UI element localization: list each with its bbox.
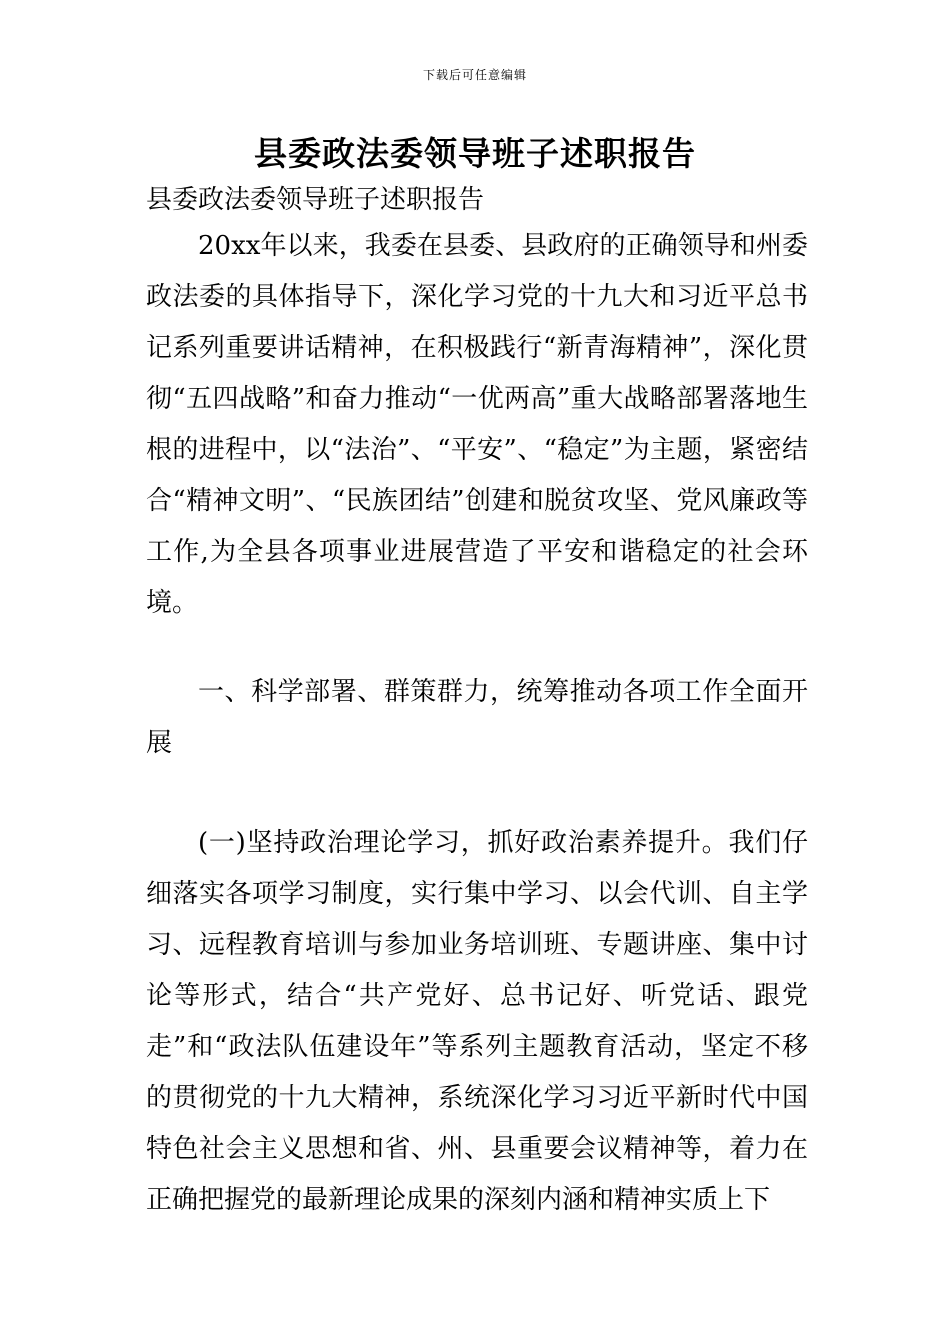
document-subtitle	[146, 177, 808, 223]
intro-text: 20xx年以来，我委在县委、县政府的正确领导和州委政法委的具体指导下，深化学习党的十九大和习近平总书记系列重要讲话精神，在积极践行“新青海精神”，深化贯彻“五四战略”和奋力推动“一优两高”重大战略部署落地生根的进程中，以“法治”、“平安”、“稳定”为主题，紧密结合“精神文明”、“民族团结”创建和脱贫攻坚、党风廉政等工作,为全县各项事业进展营造了平安和谐稳定的社会环境。	[146, 231, 808, 618]
section-heading-1	[146, 667, 808, 769]
subtitle-text: 县委政法委领导班子述职报告	[146, 185, 485, 215]
section-1-item-1-paragraph	[146, 818, 808, 1226]
document-title: 县委政法委领导班子述职报告	[254, 134, 696, 173]
section-1-item-1-text: (一)坚持政治理论学习，抓好政治素养提升。我们仔细落实各项学习制度，实行集中学习、以会代训、自主学习、远程教育培训与参加业务培训班、专题讲座、集中讨论等形式，结合“共产党好、总书记好、听党话、跟党走”和“政法队伍建设年”等系列主题教育活动，坚定不移的贯彻党的十九大精神，系统深化学习习近平新时代中国特色社会主义思想和省、州、县重要会议精神等，着力在正确把握党的最新理论成果的深刻内涵和精神实质上下	[146, 828, 808, 1215]
header-note: 下载后可任意编辑	[422, 68, 527, 82]
intro-paragraph	[146, 221, 808, 629]
section-heading-1-text: 一、科学部署、群策群力，统筹推动各项工作全面开展	[146, 677, 808, 758]
